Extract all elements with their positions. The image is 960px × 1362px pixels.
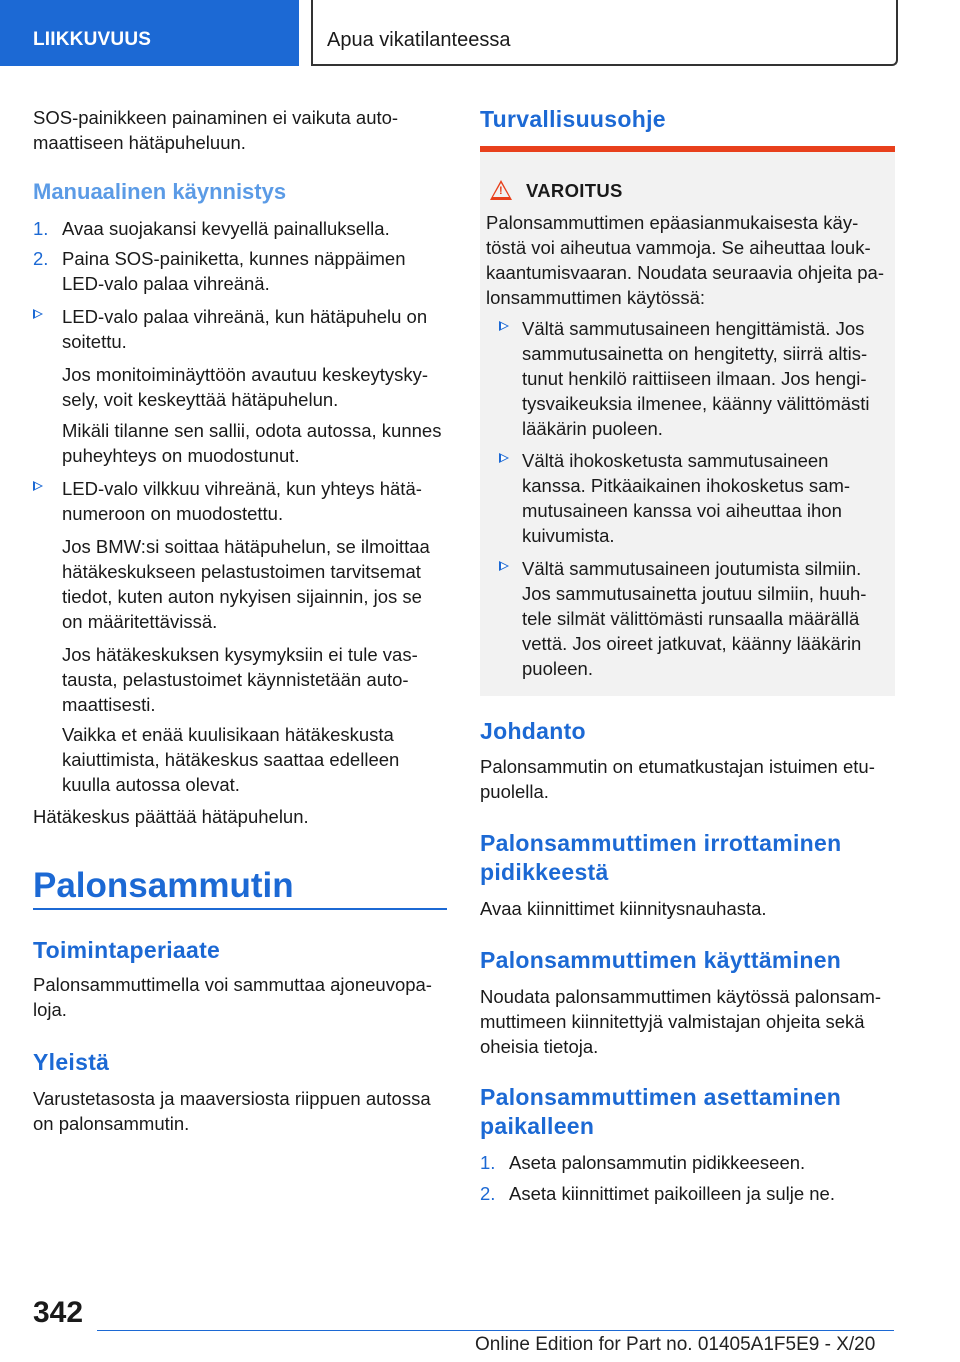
section-label: LIIKKUVUUS [33, 29, 152, 50]
warning-item-1: Vältä sammutusaineen hengittämistä. Jos sammutusainetta on hengitetty, siirrä altis- tunut henkilö raittiiseen ilmaan. Jos hengi- tysvaikeuksia ilmenee, käänny välittömästi lääkärin puoleen. [486, 316, 887, 441]
triangle-bullet-icon [499, 453, 509, 463]
edition-note: Online Edition for Part no. 01405A1F5E9 - X/20 [475, 1334, 876, 1355]
principle-heading: Toimintaperiaate [33, 937, 221, 963]
step-number: 2. [33, 248, 49, 269]
step-number: 1. [480, 1152, 496, 1173]
general-paragraph: Varustetasosta ja maaversiosta riippuen autossa on palonsammutin. [33, 1088, 431, 1134]
remove-heading: Palonsammuttimen irrottaminen pidikkeestä [480, 830, 842, 885]
bullet-led-blink: LED-valo vilkkuu vihreänä, kun yhteys hätä- numeroon on muodostettu. [33, 476, 447, 526]
end-paragraph: Hätäkeskus päättää hätäpuhelun. [33, 806, 309, 827]
bullet-led-green: LED-valo palaa vihreänä, kun hätäpuhelu on soitettu. [33, 304, 447, 354]
intro-heading: Johdanto [480, 718, 586, 744]
place-heading: Palonsammuttimen asettaminen paikalleen [480, 1084, 842, 1139]
use-heading: Palonsammuttimen käyttäminen [480, 947, 842, 973]
bullet-led-green-para1: Jos monitoiminäyttöön avautuu keskeytysky- sely, voit keskeyttää hätäpuhelun. [62, 364, 429, 410]
step-2: 2. Paina SOS-painiketta, kunnes näppäimen LED-valo palaa vihreänä. [33, 248, 406, 294]
intro-paragraph: SOS-painikkeen painaminen ei vaikuta auto- maattiseen hätäpuheluun. [33, 107, 399, 153]
warning-item-2: Vältä ihokosketusta sammutusaineen kanssa. Pitkäaikainen ihokosketus sam- mutusaineen kanssa voi aiheuttaa ihon kuivumista. [486, 448, 887, 548]
chapter-label: Apua vikatilanteessa [327, 29, 511, 51]
triangle-bullet-icon [499, 561, 509, 571]
step-1: 1. Avaa suojakansi kevyellä painalluksella. [33, 218, 390, 239]
use-paragraph: Noudata palonsammuttimen käytössä palonsam- muttimeen kiinnitettyjä valmistajan ohjeita sekä oheisia tietoja. [480, 986, 882, 1057]
warning-box [480, 146, 895, 696]
chapter-tab [311, 0, 898, 66]
step-number: 2. [480, 1183, 496, 1204]
place-step-1: 1. Aseta palonsammutin pidikkeeseen. [480, 1152, 806, 1173]
page-number: 342 [33, 1296, 84, 1329]
place-step-2: 2. Aseta kiinnittimet paikoilleen ja sulje ne. [480, 1183, 835, 1204]
bullet-led-green-para2: Mikäli tilanne sen sallii, odota autossa, kunnes puheyhteys on muodostunut. [62, 420, 442, 466]
footer-rule [97, 1330, 894, 1331]
bullet-led-blink-para1: Jos BMW:si soittaa hätäpuhelun, se ilmoittaa hätäkeskukseen pelastustoimen tarvitsemat tiedot, kuten auton nykyisen sijainnin, jos se on määritettävissä. [62, 536, 430, 632]
safety-heading: Turvallisuusohje [480, 106, 666, 132]
general-heading: Yleistä [33, 1049, 110, 1075]
warning-item-3: Vältä sammutusaineen joutumista silmiin. Jos sammutusainetta joutuu silmiin, huuh- tele silmät välittömästi runsaalla määrällä vettä. Jos oireet jatkuvat, käänny lääkärin puoleen. [486, 556, 887, 681]
warning-text: Palonsammuttimen epäasianmukaisesta käy- töstä voi aiheutua vammoja. Se aiheuttaa louk- kaantumisvaaran. Noudata seuraavia ohjeita pa- lonsammuttimen käytössä: [486, 212, 884, 308]
principle-paragraph: Palonsammuttimella voi sammuttaa ajoneuvopa- loja. [33, 974, 432, 1020]
warning-triangle-icon: ! [490, 180, 512, 200]
section-title: Palonsammutin [33, 866, 294, 905]
triangle-bullet-icon [499, 321, 509, 331]
bullet-led-blink-para3: Vaikka et enää kuulisikaan hätäkeskusta kaiuttimista, hätäkeskus saattaa edelleen kuulla autossa olevat. [62, 724, 400, 795]
triangle-bullet-icon [33, 309, 43, 319]
section-tab [0, 0, 299, 66]
triangle-bullet-icon [33, 481, 43, 491]
manual-start-heading: Manuaalinen käynnistys [33, 179, 287, 204]
remove-paragraph: Avaa kiinnittimet kiinnitysnauhasta. [480, 898, 767, 919]
title-rule [33, 908, 447, 910]
bullet-led-blink-para2: Jos hätäkeskuksen kysymyksiin ei tule vas- tausta, pelastustoimet käynnistetään auto- maattisesti. [62, 644, 418, 715]
step-number: 1. [33, 218, 49, 239]
intro-paragraph-right: Palonsammutin on etumatkustajan istuimen etu- puolella. [480, 756, 875, 802]
warning-label: VAROITUS [526, 180, 623, 201]
